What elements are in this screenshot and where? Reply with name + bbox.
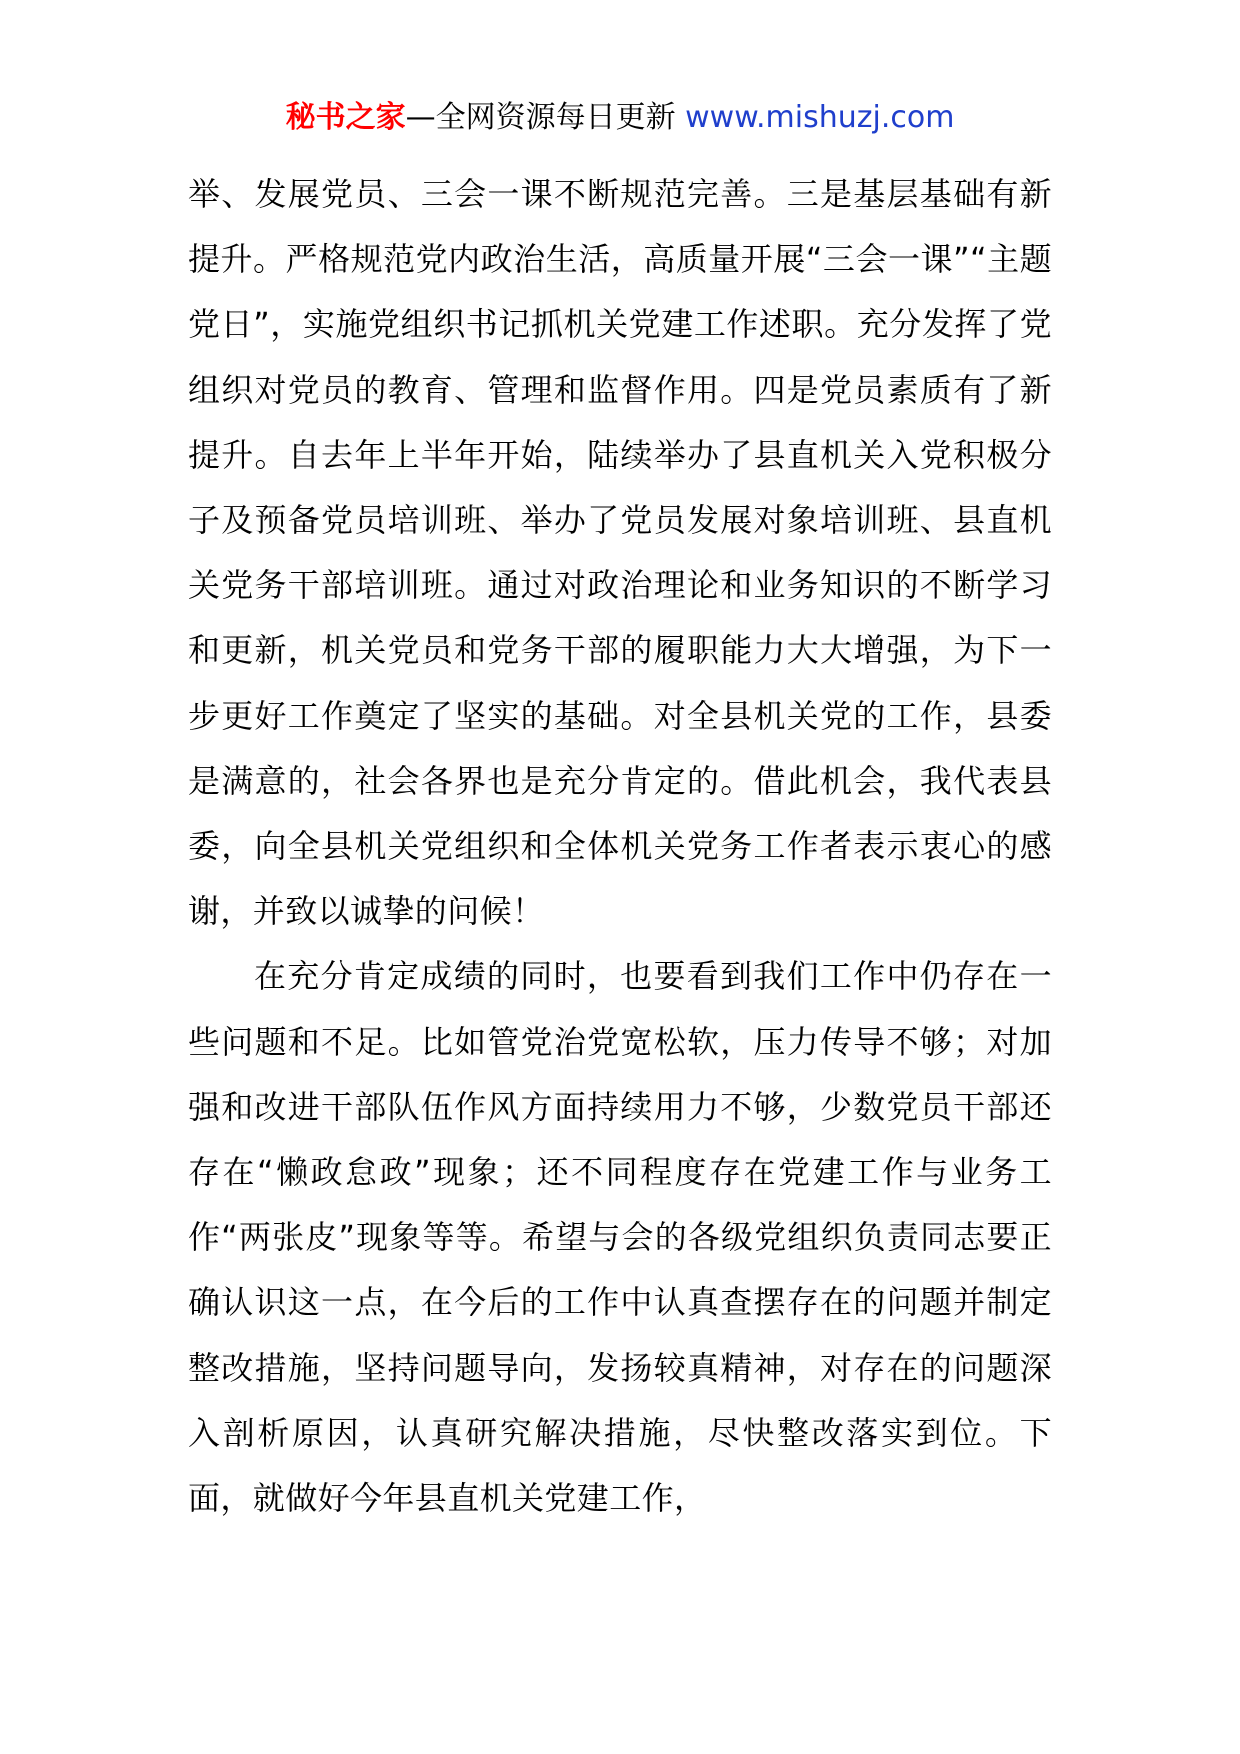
document-body [188, 162, 1052, 1531]
paragraph: 在充分肯定成绩的同时，也要看到我们工作中仍存在一些问题和不足。比如管党治党宽松软，压力传导不够；对加强和改进干部队伍作风方面持续用力不够，少数党员干部还存在“懒政怠政”现象；还不同程度存在党建工作与业务工作“两张皮”现象等等。希望与会的各级党组织负责同志要正确认识这一点，在今后的工作中认真查摆存在的问题并制定整改措施，坚持问题导向，发扬较真精神，对存在的问题深入剖析原因，认真研究解决措施，尽快整改落实到位。下面，就做好今年县直机关党建工作， [188, 957, 1052, 1518]
page-header [0, 98, 1240, 138]
brand-name: 秘书之家 [285, 100, 406, 135]
paragraph-continued: 举、发展党员、三会一课不断规范完善。三是基层基础有新提升。严格规范党内政治生活，高质量开展“三会一课”“主题党日”，实施党组织书记抓机关党建工作述职。充分发挥了党组织对党员的教育、管理和监督作用。四是党员素质有了新提升。自去年上半年开始，陆续举办了县直机关入党积极分子及预备党员培训班、举办了党员发展对象培训班、县直机关党务干部培训班。通过对政治理论和业务知识的不断学习和更新，机关党员和党务干部的履职能力大大增强，为下一步更好工作奠定了坚实的基础。对全县机关党的工作，县委是满意的，社会各界也是充分肯定的。借此机会，我代表县委，向全县机关党组织和全体机关党务工作者表示衷心的感谢，并致以诚挚的问候！ [188, 175, 1052, 931]
header-slogan: —全网资源每日更新 [405, 100, 676, 135]
website-link[interactable]: www.mishuzj.com [685, 100, 955, 135]
